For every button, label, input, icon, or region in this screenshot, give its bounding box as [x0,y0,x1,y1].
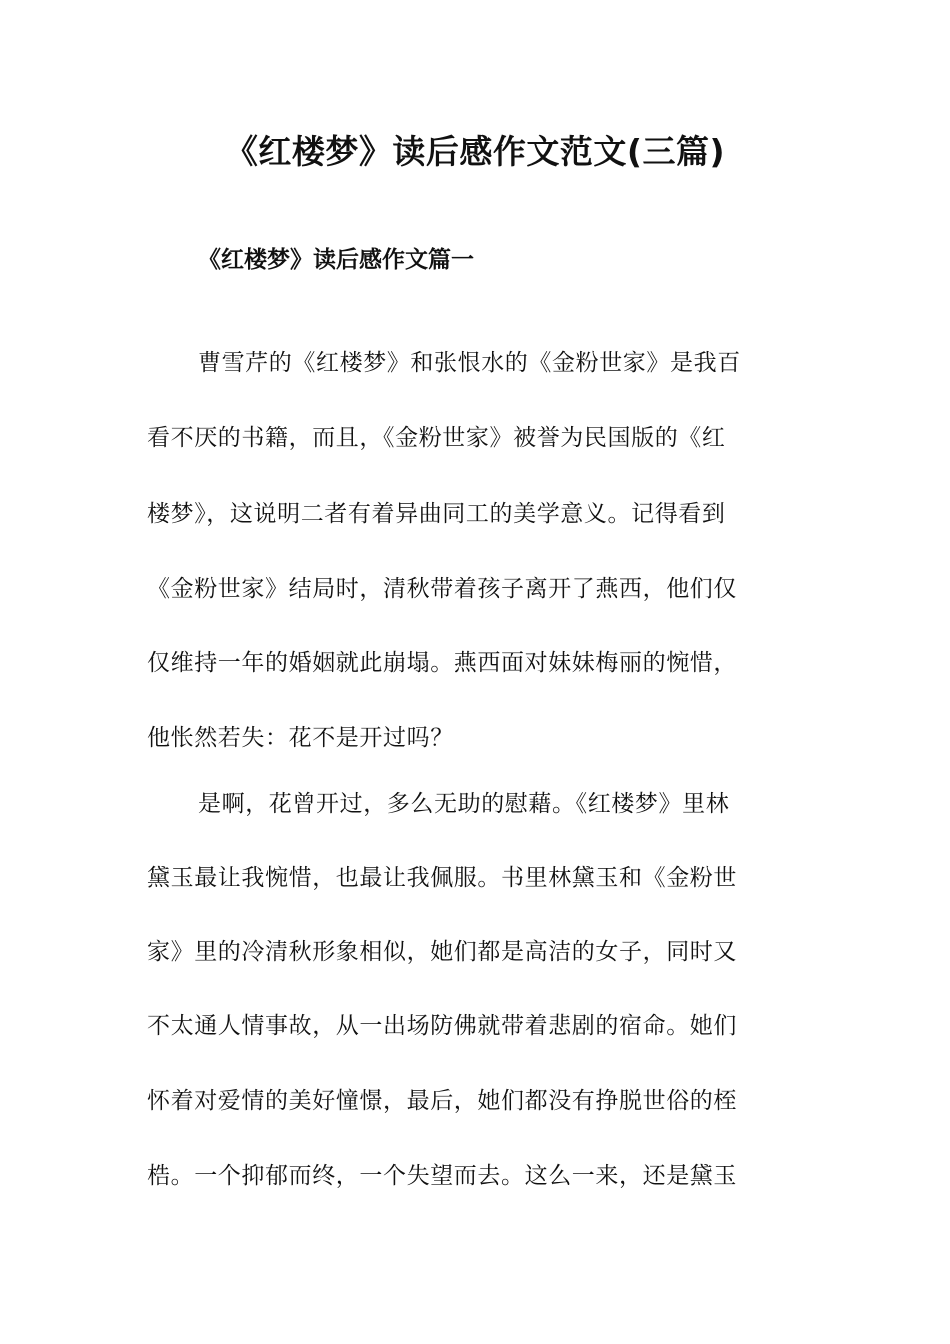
paragraph-line: 不太通人情事故，从一出场防佛就带着悲剧的宿命。她们 [147,1013,737,1039]
paragraph-line: 楼梦》，这说明二者有着异曲同工的美学意义。记得看到 [147,501,726,527]
paragraph-line: 梏。一个抑郁而终，一个失望而去。这么一来，还是黛玉 [147,1163,737,1189]
paragraph-line: 看不厌的书籍，而且，《金粉世家》被誉为民国版的《红 [147,425,726,451]
paragraph-line: 仅维持一年的婚姻就此崩塌。燕西面对妹妹梅丽的惋惜， [147,650,737,676]
paragraph-line: 是啊，花曾开过，多么无助的慰藉。《红楼梦》里林 [198,791,730,817]
section-heading: 《红楼梦》读后感作文篇一 [198,247,474,273]
document-title: 《红楼梦》读后感作文范文(三篇) [224,132,726,171]
paragraph-line: 《金粉世家》结局时，清秋带着孩子离开了燕西，他们仅 [147,576,737,602]
paragraph-line: 怀着对爱情的美好憧憬，最后，她们都没有挣脱世俗的桎 [147,1088,737,1114]
paragraph-line: 曹雪芹的《红楼梦》和张恨水的《金粉世家》是我百 [198,350,741,376]
paragraph-line: 家》里的冷清秋形象相似，她们都是高洁的女子，同时又 [147,939,737,965]
paragraph-line: 黛玉最让我惋惜，也最让我佩服。书里林黛玉和《金粉世 [147,865,737,891]
paragraph-line: 他怅然若失：花不是开过吗？ [147,725,454,751]
